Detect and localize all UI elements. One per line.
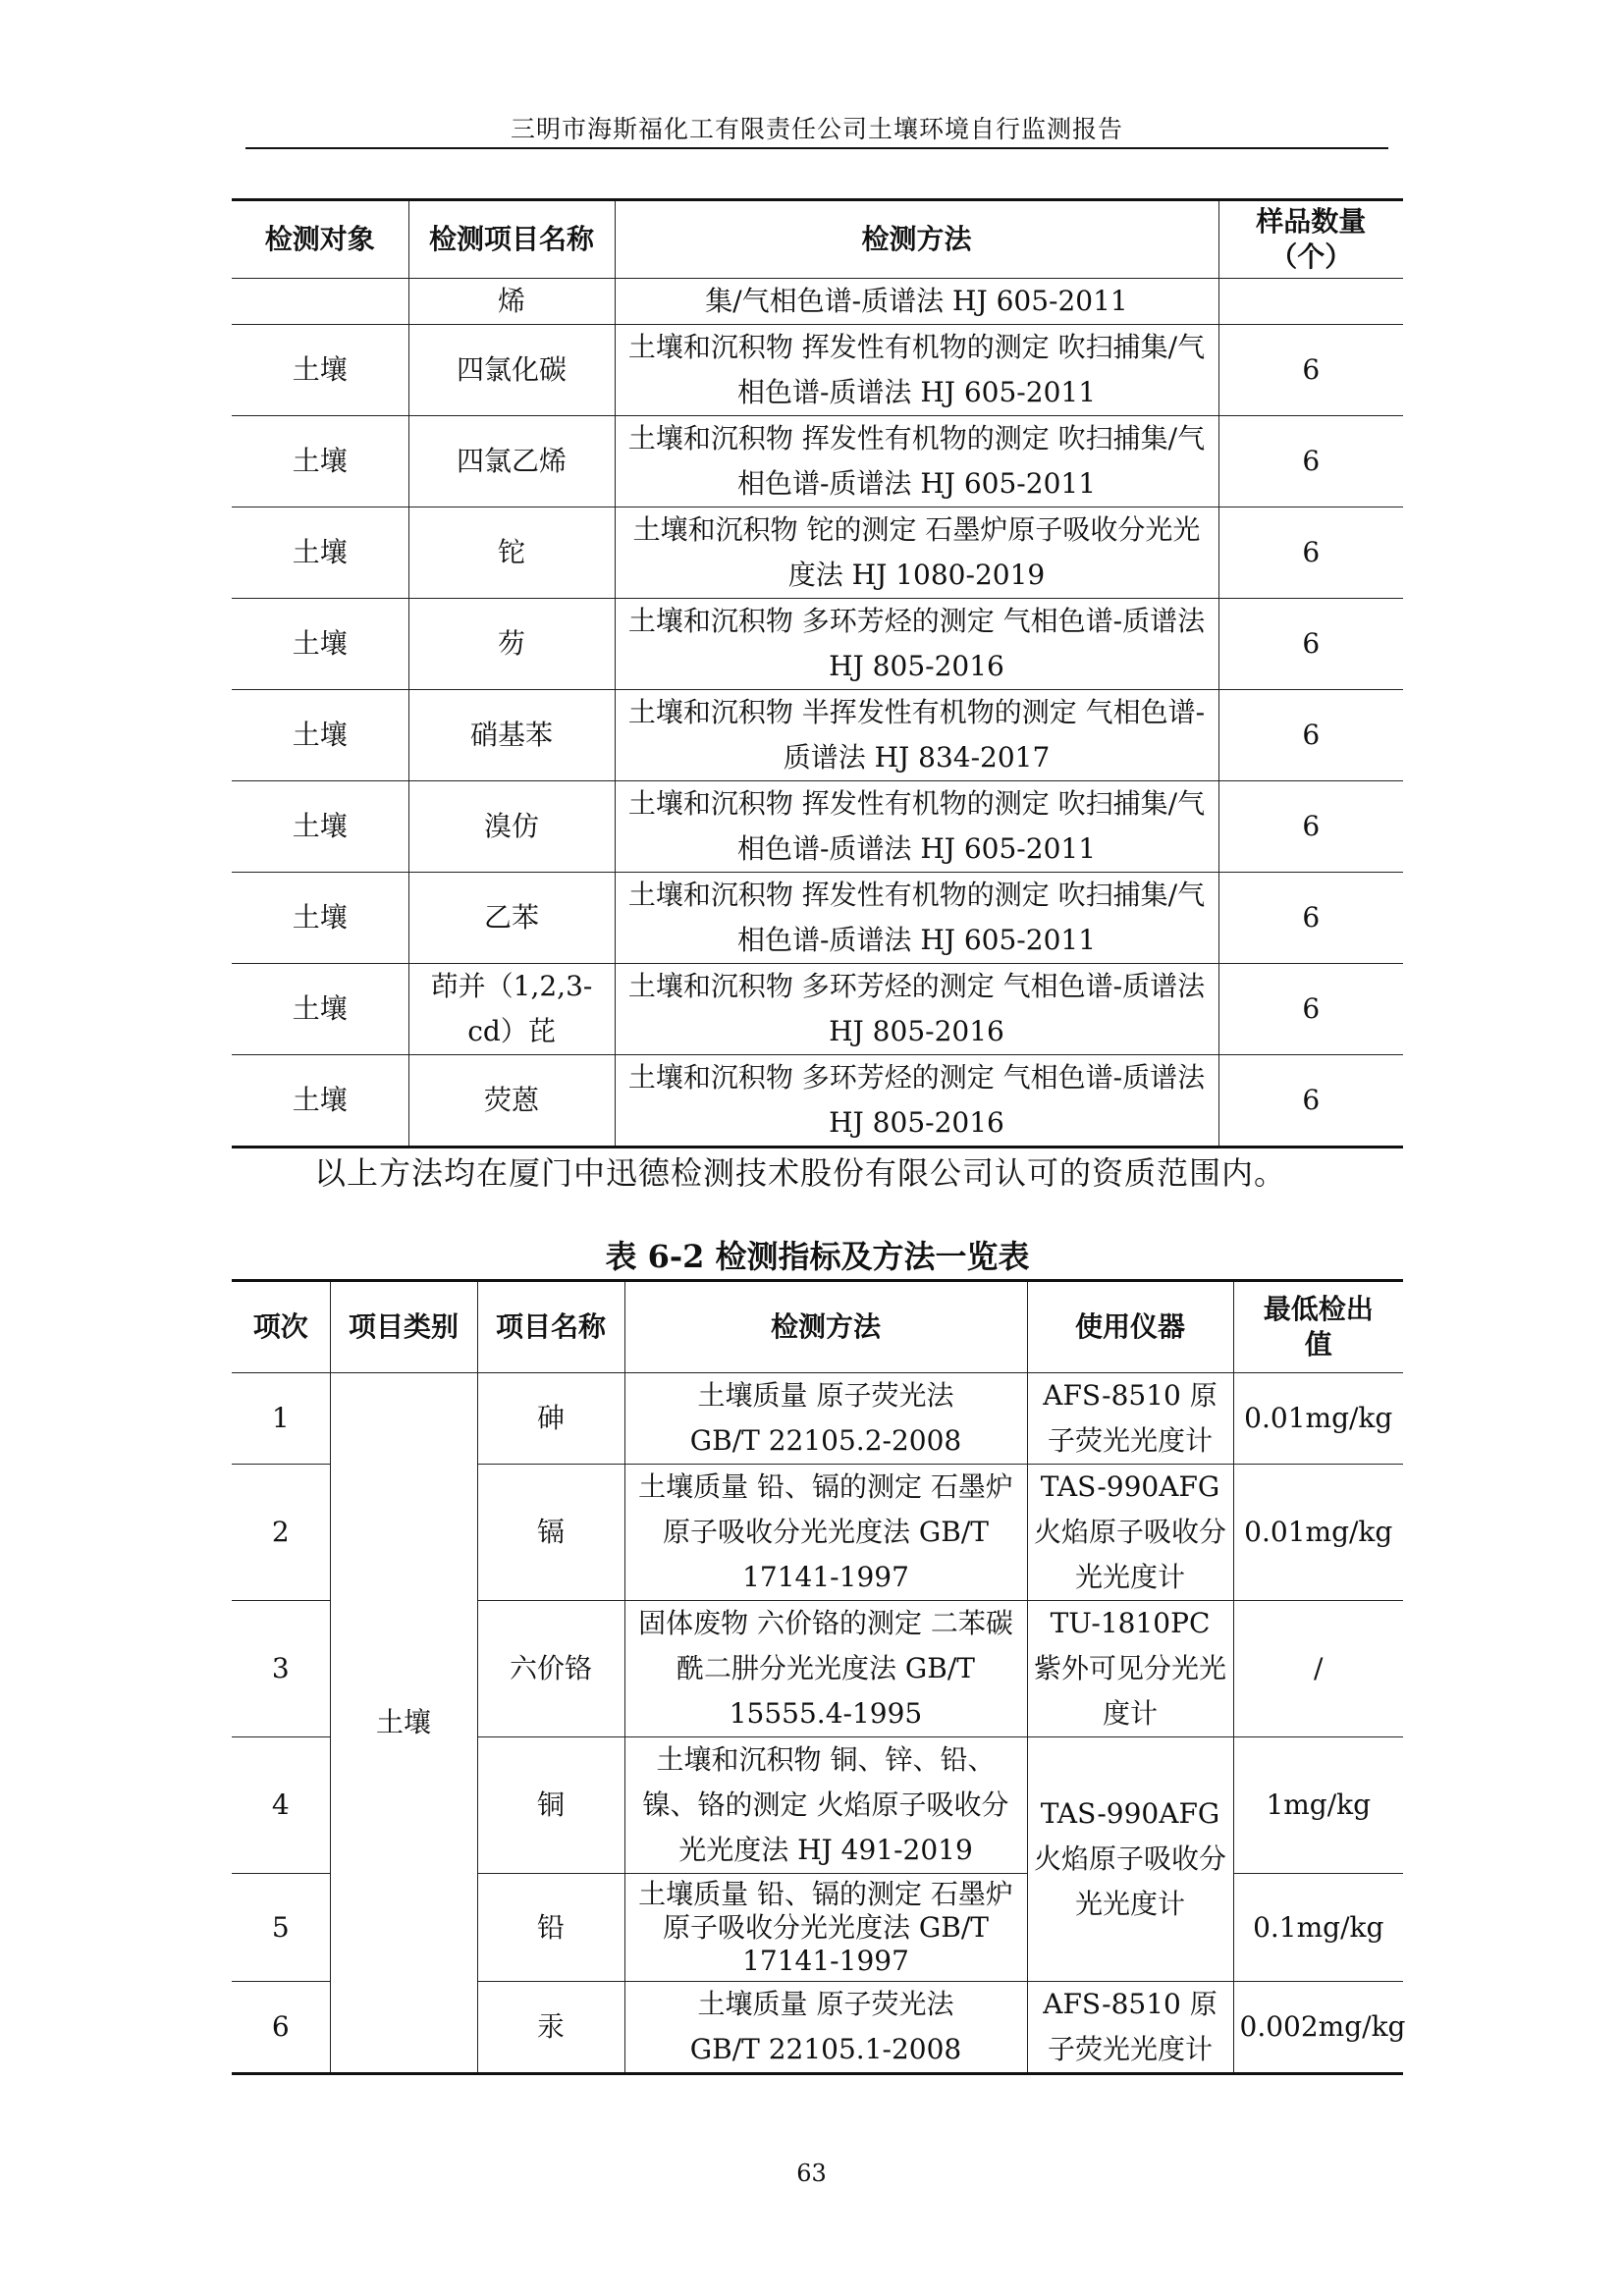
cell-method: 土壤和沉积物 铊的测定 石墨炉原子吸收分光光度法 HJ 1080-2019 (615, 507, 1218, 599)
col-header-no: 项次 (232, 1281, 330, 1373)
cell-object (232, 279, 408, 325)
cell-limit: / (1233, 1601, 1403, 1737)
table-header-row (232, 200, 1403, 279)
cell-count: 6 (1218, 873, 1403, 964)
cell-method: 土壤和沉积物 半挥发性有机物的测定 气相色谱-质谱法 HJ 834-2017 (615, 690, 1218, 781)
table-row (232, 325, 1403, 416)
cell-no: 3 (232, 1601, 330, 1737)
cell-instrument: TU-1810PC 紫外可见分光光度计 (1027, 1601, 1233, 1737)
cell-instrument: TAS-990AFG 火焰原子吸收分光光度计 (1027, 1737, 1233, 1982)
cell-count (1218, 279, 1403, 325)
cell-method: 土壤和沉积物 挥发性有机物的测定 吹扫捕集/气相色谱-质谱法 HJ 605-2011 (615, 873, 1218, 964)
cell-object: 土壤 (232, 964, 408, 1055)
cell-item: 茚并（1,2,3-cd）芘 (408, 964, 615, 1055)
running-header: 三明市海斯福化工有限责任公司土壤环境自行监测报告 (510, 115, 1123, 143)
cell-object: 土壤 (232, 690, 408, 781)
table-row (232, 873, 1403, 964)
cell-count: 6 (1218, 964, 1403, 1055)
cell-count: 6 (1218, 599, 1403, 690)
cell-limit: 0.01mg/kg (1233, 1465, 1403, 1601)
cell-count: 6 (1218, 1055, 1403, 1148)
cell-item: 四氯乙烯 (408, 416, 615, 507)
col-header-item: 项目名称 (477, 1281, 624, 1373)
cell-limit: 0.01mg/kg (1233, 1373, 1403, 1465)
table-row (232, 781, 1403, 873)
cell-item: 铅 (477, 1874, 624, 1982)
cell-count: 6 (1218, 507, 1403, 599)
cell-method: 土壤和沉积物 铜、锌、铅、镍、铬的测定 火焰原子吸收分光光度法 HJ 491-2019 (624, 1737, 1027, 1874)
col-header-limit: 最低检出值 (1233, 1281, 1403, 1373)
cell-count: 6 (1218, 416, 1403, 507)
cell-item: 汞 (477, 1982, 624, 2074)
cell-item: 烯 (408, 279, 615, 325)
cell-category: 土壤 (330, 1373, 477, 2074)
col-header-count: 样品数量（个） (1218, 200, 1403, 279)
cell-limit: 0.002mg/kg (1233, 1982, 1403, 2074)
col-header-category: 项目类别 (330, 1281, 477, 1373)
cell-method: 土壤质量 原子荧光法 GB/T 22105.1-2008 (624, 1982, 1027, 2074)
detection-indicators-table (232, 1279, 1406, 2075)
cell-object: 土壤 (232, 1055, 408, 1148)
page-number: 63 (796, 2160, 827, 2187)
cell-method: 土壤和沉积物 挥发性有机物的测定 吹扫捕集/气相色谱-质谱法 HJ 605-2011 (615, 781, 1218, 873)
col-header-instrument: 使用仪器 (1027, 1281, 1233, 1373)
cell-instrument: AFS-8510 原子荧光光度计 (1027, 1373, 1233, 1465)
cell-object: 土壤 (232, 416, 408, 507)
cell-item: 溴仿 (408, 781, 615, 873)
cell-method: 土壤和沉积物 挥发性有机物的测定 吹扫捕集/气相色谱-质谱法 HJ 605-2011 (615, 416, 1218, 507)
cell-method: 土壤质量 铅、镉的测定 石墨炉原子吸收分光光度法 GB/T 17141-1997 (624, 1874, 1027, 1982)
table-row-continuation (232, 279, 1403, 325)
header-rule (245, 147, 1388, 149)
cell-no: 1 (232, 1373, 330, 1465)
cell-instrument: TAS-990AFG 火焰原子吸收分光光度计 (1027, 1465, 1233, 1601)
cell-method: 土壤质量 原子荧光法 GB/T 22105.2-2008 (624, 1373, 1027, 1465)
cell-method: 土壤和沉积物 多环芳烃的测定 气相色谱-质谱法 HJ 805-2016 (615, 964, 1218, 1055)
cell-method: 土壤和沉积物 多环芳烃的测定 气相色谱-质谱法 HJ 805-2016 (615, 599, 1218, 690)
cell-limit: 1mg/kg (1233, 1737, 1403, 1874)
cell-no: 5 (232, 1874, 330, 1982)
table-caption: 表 6-2 检测指标及方法一览表 (605, 1238, 1030, 1275)
table-row (232, 599, 1403, 690)
cell-method: 集/气相色谱-质谱法 HJ 605-2011 (615, 279, 1218, 325)
table-row (232, 964, 1403, 1055)
cell-item: 砷 (477, 1373, 624, 1465)
cell-no: 2 (232, 1465, 330, 1601)
cell-object: 土壤 (232, 781, 408, 873)
cell-item: 铜 (477, 1737, 624, 1874)
cell-object: 土壤 (232, 873, 408, 964)
cell-item: 四氯化碳 (408, 325, 615, 416)
qualification-note: 以上方法均在厦门中迅德检测技术股份有限公司认可的资质范围内。 (314, 1154, 1287, 1192)
cell-object: 土壤 (232, 599, 408, 690)
cell-item: 硝基苯 (408, 690, 615, 781)
table-row (232, 416, 1403, 507)
col-header-item: 检测项目名称 (408, 200, 615, 279)
cell-limit: 0.1mg/kg (1233, 1874, 1403, 1982)
table-row (232, 1373, 1403, 1465)
col-header-method: 检测方法 (615, 200, 1218, 279)
cell-object: 土壤 (232, 325, 408, 416)
cell-method: 土壤质量 铅、镉的测定 石墨炉原子吸收分光光度法 GB/T 17141-1997 (624, 1465, 1027, 1601)
col-header-method: 检测方法 (624, 1281, 1027, 1373)
cell-item: 铊 (408, 507, 615, 599)
cell-count: 6 (1218, 690, 1403, 781)
cell-item: 芴 (408, 599, 615, 690)
cell-count: 6 (1218, 325, 1403, 416)
table-row (232, 507, 1403, 599)
cell-item: 乙苯 (408, 873, 615, 964)
table-header-row (232, 1281, 1403, 1373)
detection-methods-table-continued (232, 198, 1403, 1148)
cell-method: 固体废物 六价铬的测定 二苯碳酰二肼分光光度法 GB/T 15555.4-1995 (624, 1601, 1027, 1737)
cell-method: 土壤和沉积物 多环芳烃的测定 气相色谱-质谱法 HJ 805-2016 (615, 1055, 1218, 1148)
cell-item: 镉 (477, 1465, 624, 1601)
col-header-object: 检测对象 (232, 200, 408, 279)
cell-method: 土壤和沉积物 挥发性有机物的测定 吹扫捕集/气相色谱-质谱法 HJ 605-2011 (615, 325, 1218, 416)
cell-instrument: AFS-8510 原子荧光光度计 (1027, 1982, 1233, 2074)
table-row (232, 1055, 1403, 1148)
cell-object: 土壤 (232, 507, 408, 599)
cell-item: 荧蒽 (408, 1055, 615, 1148)
cell-no: 6 (232, 1982, 330, 2074)
cell-item: 六价铬 (477, 1601, 624, 1737)
cell-count: 6 (1218, 781, 1403, 873)
table-row (232, 690, 1403, 781)
cell-no: 4 (232, 1737, 330, 1874)
